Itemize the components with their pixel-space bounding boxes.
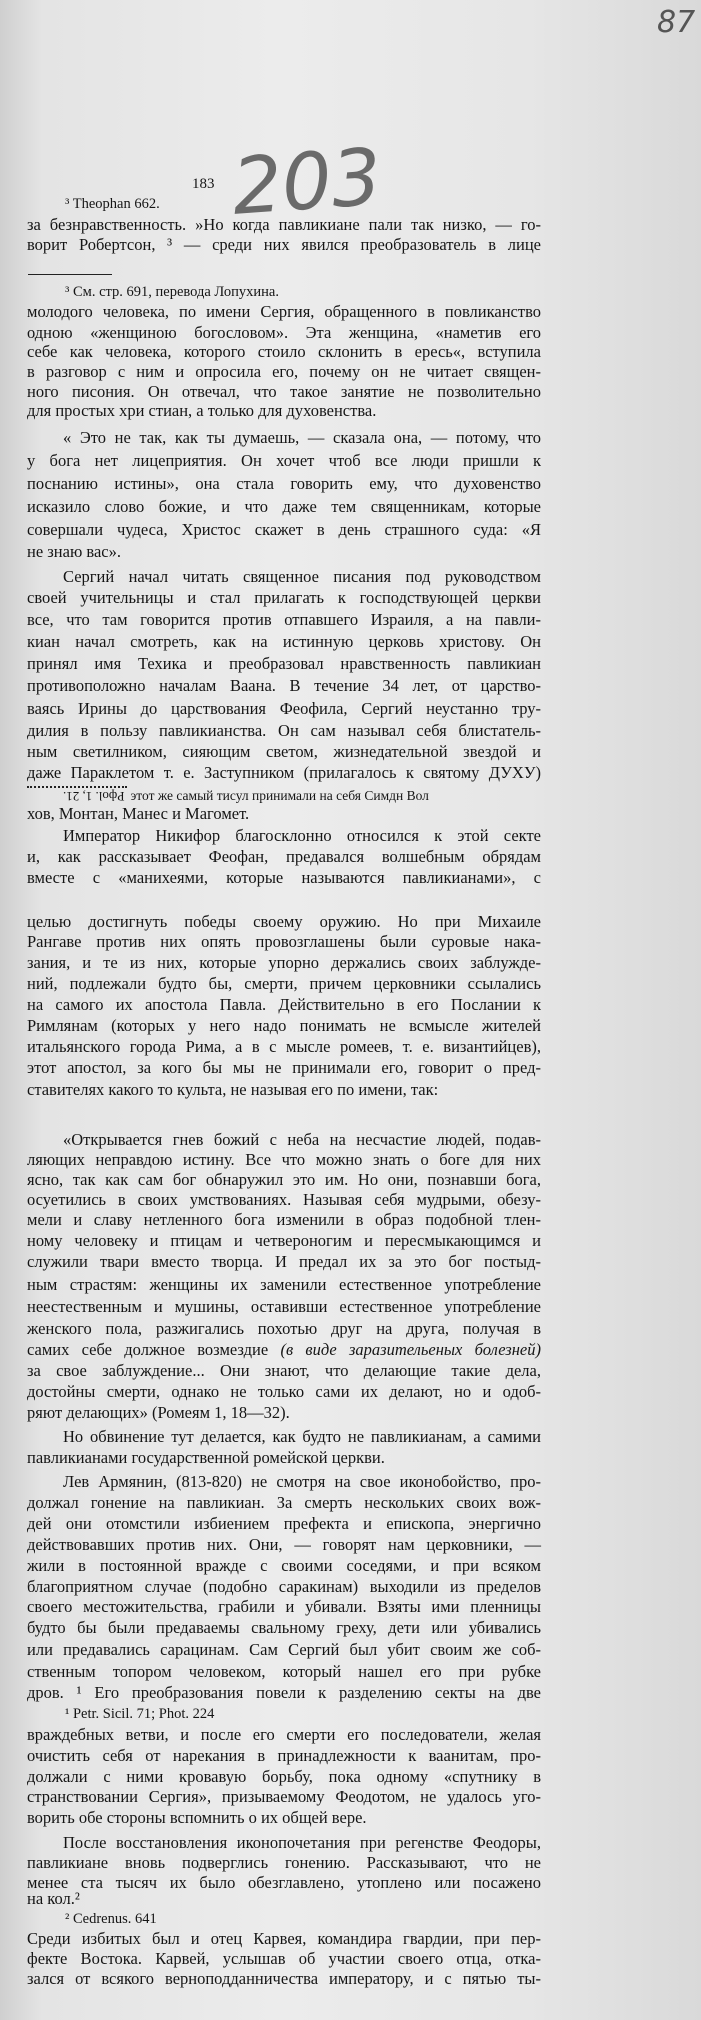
footnote-text: этот же самый тисул принимали на себя Симдн Вол — [130, 788, 429, 803]
text-line: совершали чудеса, Христос скажет в день страшного суда: «Я — [27, 520, 541, 539]
text-line: павликианами государственной ромейской церкви. — [27, 1448, 385, 1467]
text-line: ряют делающих» (Ромеям 1, 18—32). — [27, 1403, 290, 1422]
text-line: своей учительницы и стал прилагать к господствующей церкви — [27, 588, 541, 607]
text-line: одною «женщиною богословом». Эта женщина, «наметив его — [27, 323, 541, 342]
footnote-line: ³ См. стр. 691, перевода Лопухина. — [65, 284, 279, 300]
text-line: себе как человека, которого стоило склонить в ересь«, вступила — [27, 342, 541, 361]
text-line: должали с ними кровавую борьбу, пока одному «спутнику в — [27, 1767, 541, 1786]
text-line: для простых хри стиан, а только для духовенства. — [27, 401, 377, 420]
text-line: ному человеку и птицам и четвероногим и пересмыкающимся и — [27, 1231, 541, 1250]
text-line: ным светилником, сияющим светом, жизнедательной звездой и — [27, 742, 541, 761]
text-line: зался от всякого верноподданничества императору, и с пятью ты- — [27, 1969, 541, 1988]
text-line: дей они отомстили избиением префекта и епископа, энергично — [27, 1514, 541, 1533]
text-line — [27, 1341, 541, 1359]
text-line: поснанию истины», она стала говорить ему, что духовенство — [27, 474, 541, 493]
text-line: жили в постоянной вражде с своими соседями, и при всяком — [27, 1556, 541, 1575]
text-line: достойны смерти, однако не только сами их делают, но и одоб- — [27, 1382, 541, 1401]
footnote-line: ³ Theophan 662. — [65, 196, 160, 212]
text-line: на кол.² — [27, 1889, 80, 1908]
text-line — [63, 786, 541, 804]
text-line: на самого их апостола Павла. Действительно в его Послании к — [27, 995, 541, 1014]
text-line: целью достигнуть победы своему оружию. Но при Михаиле — [27, 912, 541, 931]
text-line: ного писония. Он отвечал, что такое занятие не позволительно — [27, 382, 541, 401]
text-line: этот апостол, за кого бы мы не принимали его, говорит о пред- — [27, 1058, 541, 1077]
text-line: исказило слово божие, и что даже тем священникам, которые — [27, 497, 541, 516]
text-line: киан начал смотреть, как на истинную церковь христову. Он — [27, 632, 541, 651]
text-line: фекте Востока. Карвей, услышав об участии своего отца, отка- — [27, 1949, 541, 1968]
text-line: Лев Армянин, (813-820) не смотря на свое иконобойство, про- — [63, 1472, 541, 1491]
text-line: благоприятном случае (подобно саракинам) выходили из пределов — [27, 1577, 541, 1596]
handwritten-archive-number — [228, 128, 385, 233]
svg-text:203: 203 — [229, 132, 385, 233]
handwritten-corner-number — [655, 0, 701, 40]
text-line: ственным топором человеком, который нашел его при рубке — [27, 1662, 541, 1681]
text-line: ворить обе стороны вспомнить о их общей вере. — [27, 1808, 367, 1827]
text-line: за свое заблуждение... Они знают, что делающие такие дела, — [27, 1361, 541, 1380]
text-line: ставителях какого то культа, не называя его по имени, так: — [27, 1080, 439, 1099]
text-line: ясно, так как сам бог обнаружил это им. Но они, познавши бога, — [27, 1170, 541, 1189]
text-line: дилия в пользу павликианства. Он сам называл себя блистатель- — [27, 721, 541, 740]
text-line: вместе с «манихеями, которые называются павликианами», с — [27, 868, 541, 887]
text-line: ний, подлежали будто бы, смерти, причем церковники ссылались — [27, 974, 541, 993]
text-line: за безнравственность. »Но когда павликиане пали так низко, — го- — [27, 215, 541, 234]
text-line: менее ста тысяч их было обезглавлено, утоплено или посажено — [27, 1873, 541, 1892]
text-line: неестественным и мушины, оставивши естественное употребление — [27, 1297, 541, 1316]
footnote-line: ² Cedrenus. 641 — [65, 1911, 157, 1927]
footnote-line: ¹ Petr. Sicil. 71; Phot. 224 — [65, 1706, 215, 1722]
text-line: Рангаве против них опять провозглашены были суровые нака- — [27, 932, 541, 951]
text-line: служили твари вместо творца. И предал их за это бог постыд- — [27, 1252, 541, 1271]
text-line: женского пола, разжигались похотью друг на друга, получая в — [27, 1319, 541, 1338]
text-line: Сергий начал читать священное писания под руководством — [63, 567, 541, 586]
text-line: в разговор с ним и опросила его, почему он не читает священ- — [27, 362, 541, 381]
text-line: мели и славу нетленного бога изменили в образ подобной тлен- — [27, 1210, 541, 1229]
italic-remark: (в виде заразительеных болезней) — [280, 1340, 541, 1359]
text-line: должал гонение на павликиан. За смерть нескольких своих вож- — [27, 1493, 541, 1512]
text-line: ляющих неправдою истину. Все что можно знать о боге для них — [27, 1150, 541, 1169]
text-line: итальянского города Рима, а в с мысле ромеев, т. е. византийцев), — [27, 1037, 541, 1056]
text-line: Римлянам (которых у него надо понимать не всмысле жителей — [27, 1016, 541, 1035]
text-line: и, как рассказывает Феофан, предавался волшебным обрядам — [27, 847, 541, 866]
text-line: даже Параклетом т. е. Заступником (прилагалось к святому ДУХУ) — [27, 763, 541, 782]
text-line: ным страстям: женщины их заменили естественное употребление — [27, 1275, 541, 1294]
text-line: осуетились в своих умствованиях. Называя себя мудрыми, обезу- — [27, 1190, 541, 1209]
text-line: у бога нет лицеприятия. Он хочет чтоб все люди пришли к — [27, 451, 541, 470]
text-line: молодого человека, по имени Сергия, обращенного в повликанство — [27, 302, 541, 321]
text-line: Император Никифор благосклонно относился к этой секте — [63, 826, 541, 845]
text-line: очистить себя от нарекания в принадлежности к ваанитам, про- — [27, 1746, 541, 1765]
text-line: или предавались сарацинам. Сам Сергий был убит своим же соб- — [27, 1640, 541, 1659]
text-line: странствовании Сергия», призываемому Феодотом, не удалось уго- — [27, 1787, 541, 1806]
text-line: ваясь Ирины до царствования Феофила, Сергий неустанно тру- — [27, 699, 541, 718]
text-line: враждебных ветви, и после его смерти его последователи, желая — [27, 1725, 541, 1744]
text-line: зания, и те из них, которые упорно держались своих заблужде- — [27, 953, 541, 972]
text-line: « Это не так, как ты думаешь, — сказала она, — потому, что — [63, 428, 541, 447]
text-line: дров. ¹ Его преобразования повели к разделению секты на две — [27, 1683, 541, 1702]
line-text: самих себе должное возмездие — [27, 1340, 269, 1359]
printed-page-number: 183 — [192, 176, 215, 192]
text-line: Среди избитых был и отец Карвея, командира гвардии, при пер- — [27, 1929, 541, 1948]
svg-text:87: 87 — [657, 5, 696, 40]
text-line: своего местожительства, грабили и убивали. Взяты ими пленницы — [27, 1597, 541, 1616]
text-line: павликиане вновь подверглись гонению. Рассказывают, что не — [27, 1853, 541, 1872]
text-line: После восстановления иконопочетания при регенстве Феодоры, — [63, 1833, 541, 1852]
text-line: хов, Монтан, Манес и Магомет. — [27, 804, 250, 823]
footnote-divider — [28, 274, 112, 275]
text-line: не знаю вас». — [27, 542, 121, 561]
text-line: «Открывается гнев божий с неба на несчастие людей, подав- — [63, 1130, 541, 1149]
text-line: Но обвинение тут делается, как будто не павликианам, а самими — [63, 1427, 541, 1446]
text-line: будто бы были предаваемы свальному греху, дети или убивались — [27, 1618, 541, 1637]
text-line: ворит Робертсон, ³ — среди них явился преобразователь в лице — [27, 235, 541, 254]
text-line: все, что там говорится против отпавшего Израиля, а на павли- — [27, 610, 541, 629]
text-line: принял имя Техика и преобразовал нравственность павликиан — [27, 654, 541, 673]
text-line: противоположно началам Ваана. В течение 34 лет, от царство- — [27, 676, 541, 695]
text-line: действовавших против них. Они, — говорят нам церковники, — — [27, 1535, 541, 1554]
upside-down-footnote-fragment: Рфоl. 1, 21. — [63, 789, 125, 804]
